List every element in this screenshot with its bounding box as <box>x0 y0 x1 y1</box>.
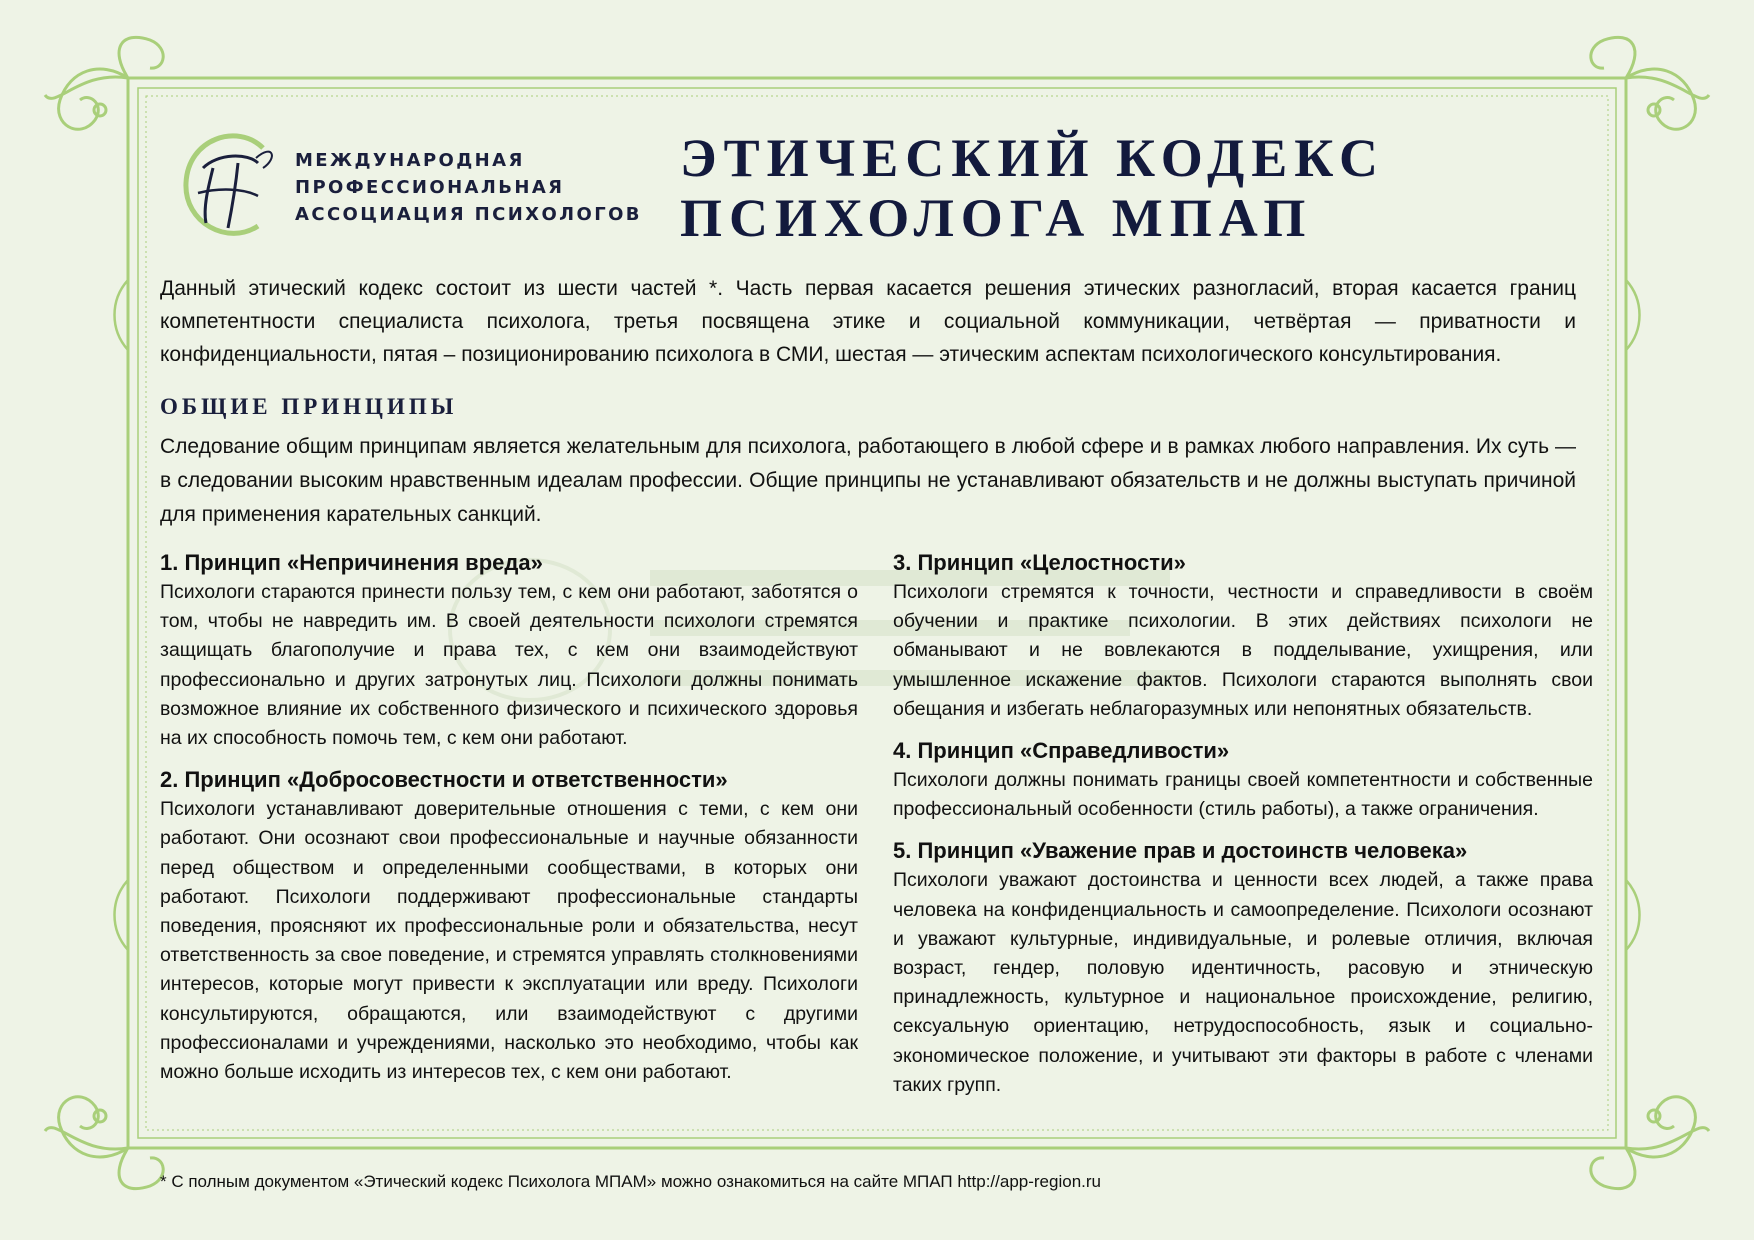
general-principles-heading: ОБЩИЕ ПРИНЦИПЫ <box>160 394 458 419</box>
org-name-line: МЕЖДУНАРОДНАЯ <box>295 150 525 171</box>
document-title <box>680 128 1385 248</box>
principle-block <box>893 736 1593 824</box>
org-name-line: АССОЦИАЦИЯ ПСИХОЛОГОВ <box>295 204 642 225</box>
principles-column-right <box>893 548 1593 1112</box>
principle-block <box>893 836 1593 1100</box>
title-line: ПСИХОЛОГА МПАП <box>680 188 1313 248</box>
principle-text: Психологи должны понимать границы своей компетентности и собственные профессиональный особенности (стиль работы), а также ограничения. <box>893 769 1593 821</box>
principle-title: 5. Принцип «Уважение прав и достоинств человека» <box>893 838 1468 864</box>
principle-text: Психологи стремятся к точности, честности и справедливости в своём обучении и практике психологии. В этих действиях психологи не обманывают и не вовлекаются в подделывание, ухищрения, или умышленное искажение фактов. Психологи стараются выполнять свои обещания и избегать неблагоразумных или непонятных обязательств. <box>893 581 1593 720</box>
principle-block <box>893 548 1593 724</box>
intro-paragraph: Данный этический кодекс состоит из шести частей *. Часть первая касается решения этических разногласий, вторая касается границ компетентности специалиста психолога, третья посвящена этике и социальной коммуникации, четвёртая — приватности и конфиденциальности, пятая – позиционированию психолога в СМИ, шестая — этическим аспектам психологического консультирования. <box>160 277 1576 366</box>
principle-block <box>160 548 858 753</box>
organization-name <box>295 147 642 228</box>
principle-title: 2. Принцип «Добросовестности и ответственности» <box>160 767 728 793</box>
principle-title: 1. Принцип «Непричинения вреда» <box>160 550 543 575</box>
corner-ornament-top-left-icon <box>45 37 163 129</box>
footnote: * С полным документом «Этический кодекс Психолога МПАМ» можно ознакомиться на сайте МПАП http://app-region.ru <box>160 1172 1101 1191</box>
corner-ornament-bottom-left-icon <box>45 1097 163 1189</box>
principle-title: 3. Принцип «Целостности» <box>893 550 1186 575</box>
principle-text: Психологи устанавливают доверительные отношения с теми, с кем они работают. Они осознают свои профессиональные и научные обязанности перед обществом и определенными сообществами, в которых они работают. Психологи поддерживают профессиональные стандарты поведения, проясняют их профессиональные роли и обязательства, несут ответственность за свое поведение, и стремятся управлять столкновениями интересов, которые могут привести к эксплуатации или вреду. Психологи консультируются, обращаются, или взаимодействуют с другими профессионалами и учреждениями, насколько это необходимо, чтобы как можно больше исходить из интересов тех, с кем они работают. <box>160 798 858 1084</box>
org-name-line: ПРОФЕССИОНАЛЬНАЯ <box>295 177 565 198</box>
monogram-logo-icon <box>178 128 288 248</box>
principle-title: 4. Принцип «Справедливости» <box>893 738 1230 764</box>
general-principles-text: Следование общим принципам является желательным для психолога, работающего в любой сфере и в рамках любого направления. Их суть — в следовании высоким нравственным идеалам профессии. Общие принципы не устанавливают обязательств и не должны выступать причиной для применения карательных санкций. <box>160 435 1576 526</box>
principles-column-left <box>160 548 858 1099</box>
corner-ornament-bottom-right-icon <box>1591 1097 1709 1189</box>
title-line: ЭТИЧЕСКИЙ КОДЕКС <box>680 128 1386 188</box>
principle-block <box>160 765 858 1087</box>
principle-text: Психологи уважают достоинства и ценности всех людей, а также права человека на конфиденциальность и самоопределение. Психологи осознают и уважают культурные, индивидуальные, и ролевые отличия, включая возраст, гендер, половую идентичность, расовую и этническую принадлежность, культурное и национальное происхождение, религию, сексуальную ориентацию, нетрудоспособность, язык и социально-экономическое положение, и учитывают эти факторы в работе с членами таких групп. <box>893 869 1593 1096</box>
principle-text: Психологи стараются принести пользу тем, с кем они работают, заботятся о том, чтобы не навредить им. В своей деятельности психологи стремятся защищать благополучие и права тех, с кем они взаимодействуют профессионально и других затронутых лиц. Психологи должны понимать возможное влияние их собственного физического и психического здоровья на их способность помочь тем, с кем они работают. <box>160 581 858 750</box>
corner-ornament-top-right-icon <box>1591 37 1709 129</box>
